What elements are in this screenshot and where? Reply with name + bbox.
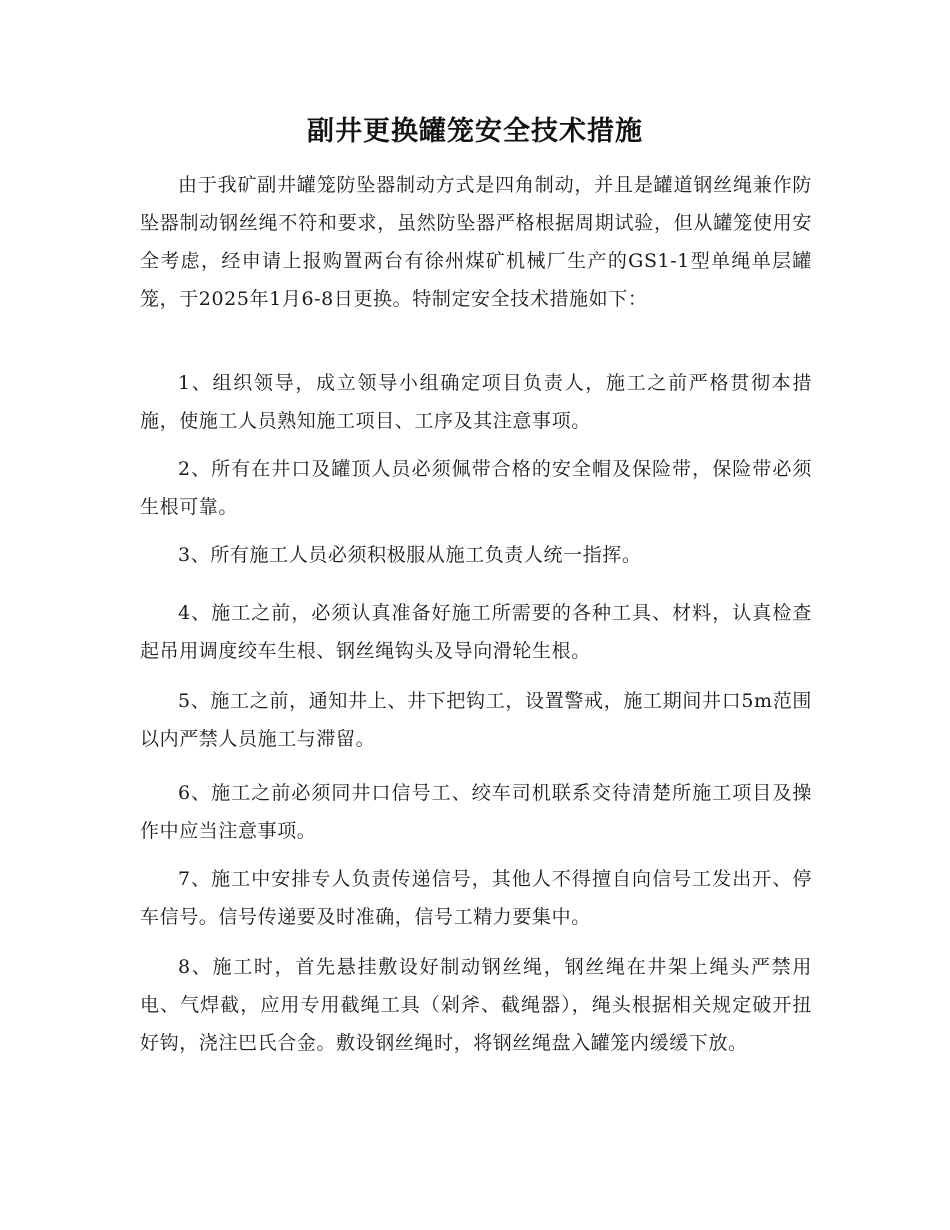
paragraph-item-1: 1、组织领导，成立领导小组确定项目负责人，施工之前严格贯彻本措施，使施工人员熟知施工项目、工序及其注意事项。: [140, 372, 812, 432]
page-title: 副井更换罐笼安全技术措施: [307, 116, 643, 147]
paragraph-intro: 由于我矿副井罐笼防坠器制动方式是四角制动，并且是罐道钢丝绳兼作防坠器制动钢丝绳不符和要求，虽然防坠器严格根据周期试验，但从罐笼使用安全考虑，经申请上报购置两台有徐州煤矿机械厂生产的GS1-1型单绳单层罐笼，于2025年1月6-8日更换。特制定安全技术措施如下：: [140, 174, 812, 310]
paragraph-item-8: 8、施工时，首先悬挂敷设好制动钢丝绳，钢丝绳在井架上绳头严禁用电、气焊截，应用专用截绳工具（剁斧、截绳器），绳头根据相关规定破开扭好钩，浇注巴氏合金。敷设钢丝绳时，将钢丝绳盘入罐笼内缓缓下放。: [140, 956, 812, 1054]
paragraph-item-2: 2、所有在井口及罐顶人员必须佩带合格的安全帽及保险带，保险带必须生根可靠。: [140, 458, 812, 518]
paragraph-item-6: 6、施工之前必须同井口信号工、绞车司机联系交待清楚所施工项目及操作中应当注意事项。: [140, 782, 812, 842]
paragraph-item-4: 4、施工之前，必须认真准备好施工所需要的各种工具、材料，认真检查起吊用调度绞车生根、钢丝绳钩头及导向滑轮生根。: [140, 602, 812, 662]
paragraph-item-3: 3、所有施工人员必须积极服从施工负责人统一指挥。: [178, 544, 642, 566]
paragraph-item-5: 5、施工之前，通知井上、井下把钩工，设置警戒，施工期间井口5m范围以内严禁人员施工与滞留。: [140, 690, 812, 750]
paragraph-item-7: 7、施工中安排专人负责传递信号，其他人不得擅自向信号工发出开、停车信号。信号传递要及时准确，信号工精力要集中。: [140, 868, 812, 928]
